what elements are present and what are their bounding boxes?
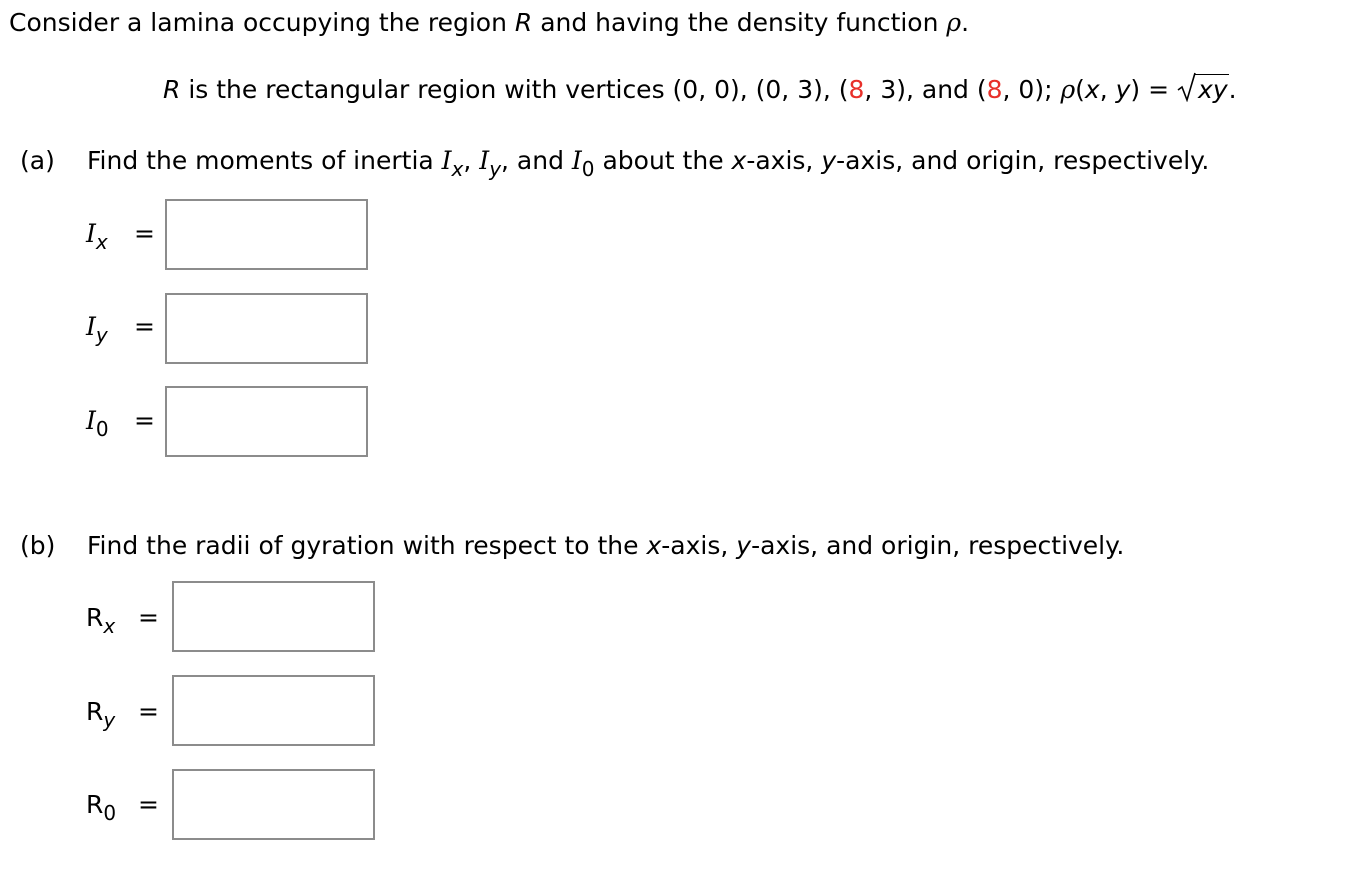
ix-answer-input[interactable]	[165, 199, 368, 270]
part-b-question: Find the radii of gyration with respect to the x-axis, y-axis, and origin, respectively.	[87, 531, 1125, 560]
i0-label: $I_0$	[86, 406, 109, 441]
vertex-highlight: 8	[848, 75, 865, 104]
part-b-marker: (b)	[20, 531, 56, 560]
part-a-question: Find the moments of inertia $I_x$, $I_y$, and $I_0$ about the x-axis, y-axis, and origin, respectively.	[87, 146, 1210, 181]
problem-intro: Consider a lamina occupying the region R and having the density function ρ.	[9, 8, 970, 37]
equals-sign: =	[134, 406, 155, 435]
i0-answer-input[interactable]	[165, 386, 368, 457]
iy-label: $I_y$	[86, 312, 108, 347]
region-description: R is the rectangular region with vertices (0, 0), (0, 3), (8, 3), and (8, 0); ρ(x, y) = xy.	[163, 74, 1237, 104]
ry-answer-input[interactable]	[172, 675, 375, 746]
vertex-highlight: 8	[986, 75, 1003, 104]
part-a-marker: (a)	[20, 146, 55, 175]
rx-label: $R_x$	[86, 603, 116, 638]
equals-sign: =	[138, 697, 159, 726]
ix-label: $I_x$	[86, 219, 108, 254]
radical-sign-icon	[1177, 72, 1197, 102]
rx-answer-input[interactable]	[172, 581, 375, 652]
equals-sign: =	[134, 219, 155, 248]
equals-sign: =	[138, 603, 159, 632]
ry-label: $R_y$	[86, 697, 116, 732]
r0-answer-input[interactable]	[172, 769, 375, 840]
equals-sign: =	[138, 790, 159, 819]
equals-sign: =	[134, 312, 155, 341]
square-root: xy	[1177, 74, 1229, 104]
r0-label: $R_0$	[86, 790, 117, 825]
iy-answer-input[interactable]	[165, 293, 368, 364]
